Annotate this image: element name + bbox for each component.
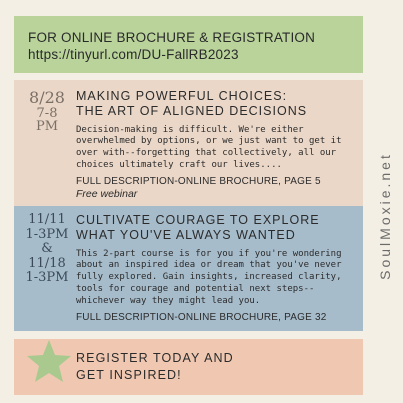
event-description: This 2-part course is for you if you're wondering about an inspired idea or dream that you've never fully explored. Gain insights, increased clarity, tools for courage and potential next steps--whichever way they might lead you. [76,248,342,306]
event-brochure-reference: FULL DESCRIPTION-ONLINE BROCHURE, PAGE 5 [76,176,321,187]
event-date-line: 1-3PM [25,270,69,286]
event-date-line: 11/11 [28,212,66,227]
event-date-line: 11/18 [28,255,66,271]
event-date-time: 7-8 [36,105,58,121]
event-title-line: THE ART OF ALIGNED DECISIONS [76,103,308,118]
event-title-line: WHAT YOU'VE ALWAYS WANTED [76,227,296,242]
event-note: Free webinar [76,188,138,200]
event-date-line: & [41,241,53,257]
event-date-line: 1-3PM [25,226,69,242]
event-date-period: PM [35,119,59,135]
event-date [14,213,80,286]
event-content [76,89,355,200]
brochure-heading: FOR ONLINE BROCHURE & REGISTRATION [28,30,316,45]
brochure-link-panel [14,16,363,73]
website-url-vertical [372,96,398,336]
event-brochure-reference: FULL DESCRIPTION-ONLINE BROCHURE, PAGE 32 [76,311,327,323]
website-url-text: SoulMoxie.net [377,152,393,280]
event-title-line: MAKING POWERFUL CHOICES: [76,89,288,103]
event-content [76,213,355,323]
event-card-courage [14,206,363,331]
cta-line: REGISTER TODAY AND [76,351,234,365]
event-card-decisions [14,80,363,206]
star-icon [26,339,72,385]
event-title-line: CULTIVATE COURAGE TO EXPLORE [76,213,320,227]
event-date-day: 8/28 [29,88,65,107]
event-title [76,89,355,119]
cta-line: GET INSPIRED! [76,367,182,382]
event-date [14,90,80,134]
event-title [76,213,355,243]
brochure-url[interactable]: https://tinyurl.com/DU-FallRB2023 [28,47,239,62]
register-cta-text[interactable] [76,350,234,384]
event-description: Decision-making is difficult. We're either overwhelmed by options, or we just want to get it over with--forgetting that collectively, all our choices ultimately craft our lives.... [76,124,342,171]
register-cta-panel[interactable] [14,339,363,395]
